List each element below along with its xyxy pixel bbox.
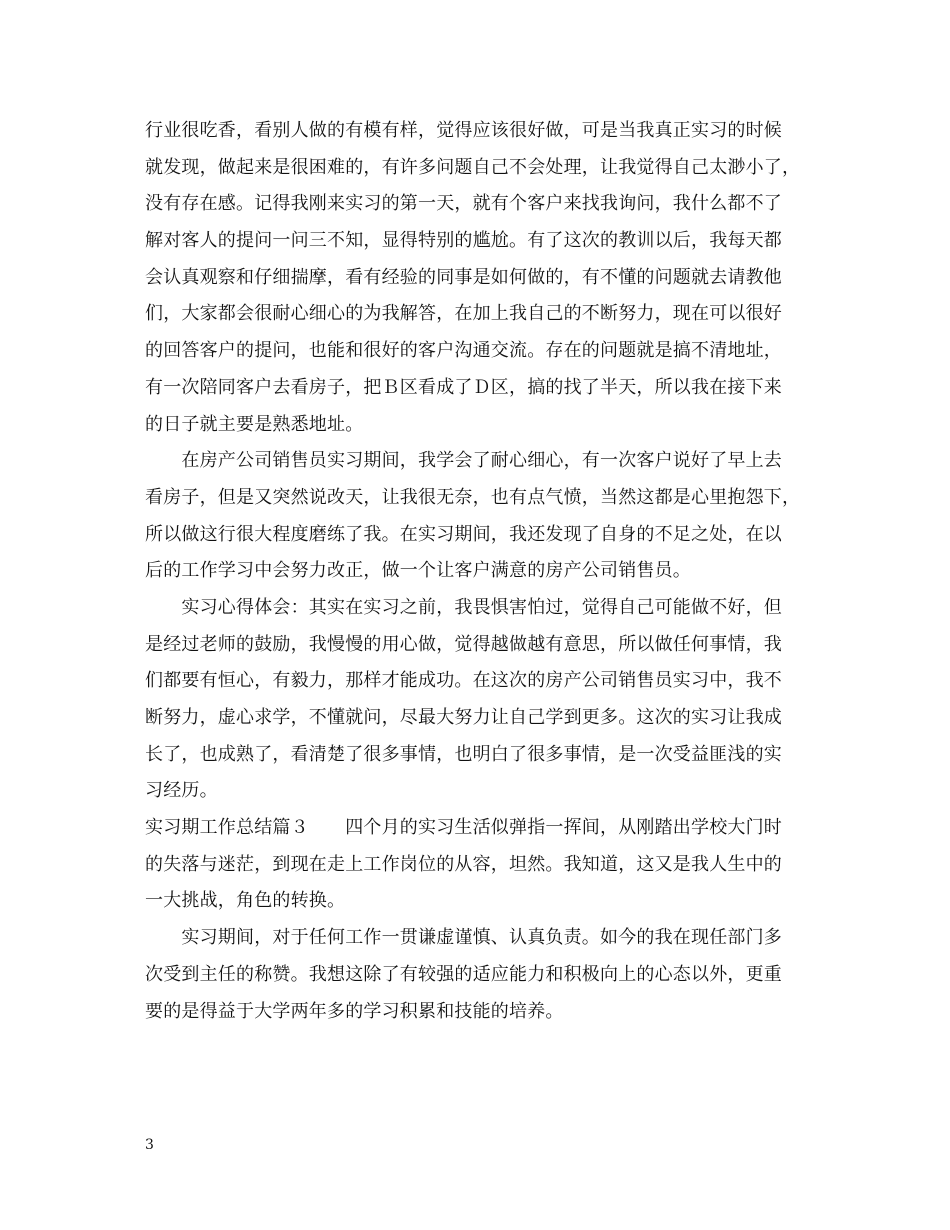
text-line: 长了，也成熟了，看清楚了很多事情，也明白了很多事情，是一次受益匪浅的实 (145, 743, 782, 765)
page-number: 3 (145, 1137, 154, 1153)
text-line: 在房产公司销售员实习期间，我学会了耐心细心，有一次客户说好了早上去 (145, 450, 782, 472)
text-line: 解对客人的提问一问三不知，显得特别的尴尬。有了这次的教训以后，我每天都 (145, 230, 782, 252)
text-line: 会认真观察和仔细揣摩，看有经验的同事是如何做的，有不懂的问题就去请教他 (145, 266, 782, 288)
text-line: 实习心得体会：其实在实习之前，我畏惧害怕过，觉得自己可能做不好，但 (145, 596, 782, 618)
text-line: 次受到主任的称赞。我想这除了有较强的适应能力和积极向上的心态以外，更重 (145, 963, 782, 985)
text-line: 们，大家都会很耐心细心的为我解答，在加上我自己的不断努力，现在可以很好 (145, 303, 782, 325)
text-line: 的回答客户的提问，也能和很好的客户沟通交流。存在的问题就是搞不清地址， (145, 340, 782, 362)
text-line: 习经历。 (145, 780, 218, 802)
body-text (145, 113, 810, 1030)
text-line: 是经过老师的鼓励，我慢慢的用心做，觉得越做越有意思，所以做任何事情，我 (145, 633, 782, 655)
text-line: 的失落与迷茫，到现在走上工作岗位的从容，坦然。我知道，这又是我人生中的 (145, 853, 782, 875)
text-line: 一大挑战，角色的转换。 (145, 890, 346, 912)
text-line: 所以做这行很大程度磨练了我。在实习期间，我还发现了自身的不足之处，在以 (145, 523, 782, 545)
text-line: 行业很吃香，看别人做的有模有样，觉得应该很好做，可是当我真正实习的时候 (145, 120, 782, 141)
text-line: 要的是得益于大学两年多的学习积累和技能的培养。 (145, 1000, 564, 1022)
text-line: 有一次陪同客户去看房子，把Ｂ区看成了Ｄ区，搞的找了半天，所以我在接下来 (145, 376, 782, 398)
text-line: 实习期间，对于任何工作一贯谦虚谨慎、认真负责。如今的我在现任部门多 (145, 927, 782, 949)
text-line: 就发现，做起来是很困难的，有许多问题自己不会处理，让我觉得自己太渺小了， (145, 156, 801, 178)
text-line: 断努力，虚心求学，不懂就问，尽最大努力让自己学到更多。这次的实习让我成 (145, 707, 782, 728)
section-heading-line: 实习期工作总结篇３ 四个月的实习生活似弹指一挥间，从刚踏出学校大门时 (145, 817, 782, 839)
text-line: 后的工作学习中会努力改正，做一个让客户满意的房产公司销售员。 (145, 560, 691, 582)
text-line: 的日子就主要是熟悉地址。 (145, 413, 364, 435)
text-line: 没有存在感。记得我刚来实习的第一天，就有个客户来找我询问，我什么都不了 (145, 193, 782, 215)
text-line: 们都要有恒心，有毅力，那样才能成功。在这次的房产公司销售员实习中，我不 (145, 670, 782, 692)
text-line: 看房子，但是又突然说改天，让我很无奈，也有点气愤，当然这都是心里抱怨下， (145, 486, 801, 508)
